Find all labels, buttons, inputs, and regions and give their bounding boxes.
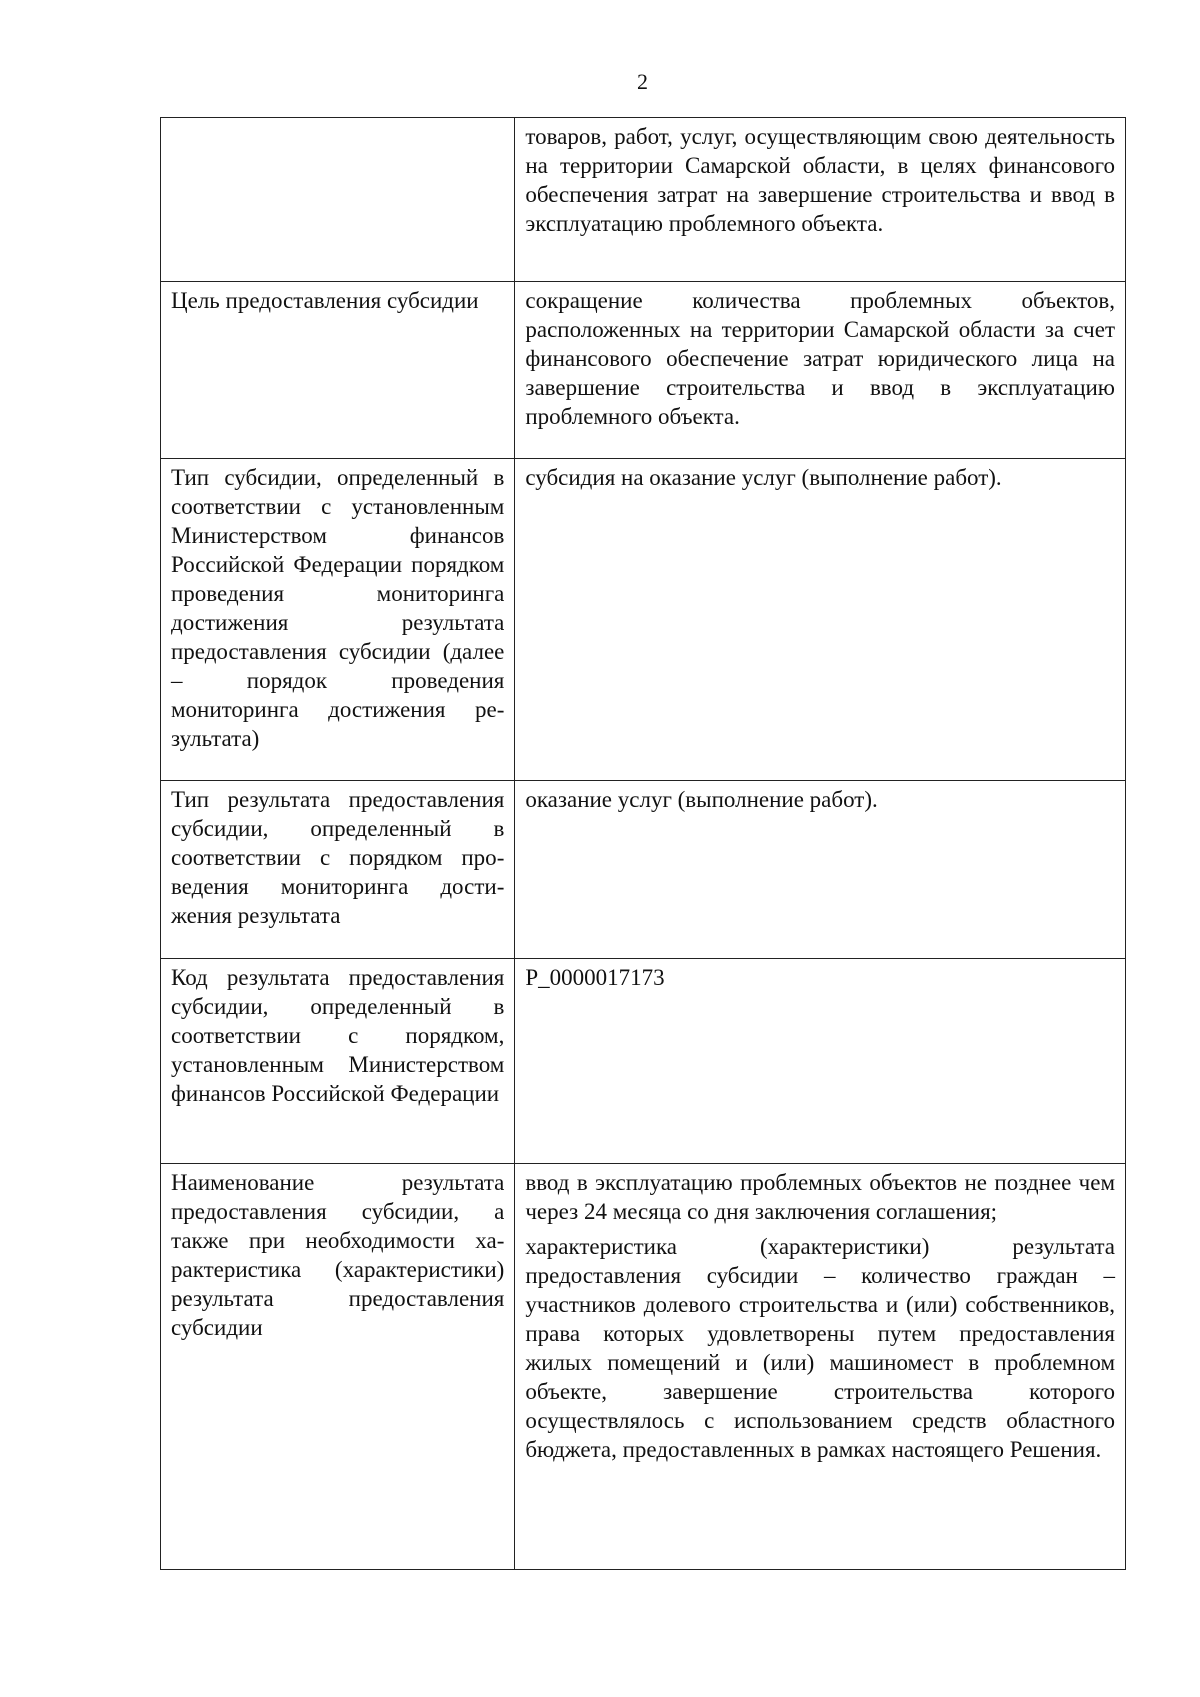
row-value-cell [515, 1164, 1126, 1570]
table-row [161, 118, 1126, 282]
row-value-cell [515, 118, 1126, 282]
row-value-paragraph: сокращение количества проблемных объектов, расположенных на территории Самарской области за счет финансового обеспечение затрат юридического лица на завершение строительства и ввод в эксплуатацию проблемного объекта. [525, 288, 1115, 429]
row-label-cell [161, 118, 515, 282]
row-label-cell: Код результата предоставления субсидии, определенный в соответствии с порядком, установленным Министерством финансов Российской Федерации [161, 959, 515, 1164]
row-value-cell [515, 781, 1126, 959]
table-row [161, 282, 1126, 459]
row-label-cell: Цель предоставления субсидии [161, 282, 515, 459]
table-row [161, 781, 1126, 959]
row-value-paragraph: характеристика (характеристики) результата предоставления субсидии – количество граждан – участников долевого строительства и (или) собственников, права которых удовлетворены путем предоставления жилых помещений и (или) машиномест в проблемном объекте, завершение строительства которого осуществлялось с использованием средств областного бюджета, предоставленных в рамках настоящего Решения. [525, 1234, 1115, 1462]
row-value-cell [515, 459, 1126, 781]
row-label-cell: Наименование результата предоставления субсидии, а также при необходимости характеристика (характеристики) результата предоставления субсидии [161, 1164, 515, 1570]
row-value-cell [515, 959, 1126, 1164]
row-label-cell: Тип результата предоставления субсидии, определенный в соответствии с порядком проведения мониторинга достижения результата [161, 781, 515, 959]
table-row [161, 1164, 1126, 1570]
row-value-paragraph: субсидия на оказание услуг (выполнение работ). [525, 465, 1002, 490]
row-value-paragraph: товаров, работ, услуг, осуществляющим свою деятельность на территории Самарской области, в целях финансового обеспечения затрат на завершение строительства и ввод в эксплуатацию проблемного объекта. [525, 124, 1115, 236]
row-value-cell [515, 282, 1126, 459]
row-value-paragraph: P_0000017173 [525, 965, 665, 990]
row-value-paragraph: ввод в эксплуатацию проблемных объектов не позднее чем через 24 месяца со дня заключения соглашения; [525, 1170, 1115, 1224]
table-row [161, 459, 1126, 781]
page-number: 2 [637, 69, 648, 94]
row-label-cell: Тип субсидии, определенный в соответствии с установленным Министерством финансов Российской Федерации порядком проведения мониторинга достижения результата предоставления субсидии (далее – порядок проведения мониторинга достижения результата) [161, 459, 515, 781]
table-body [161, 118, 1126, 1570]
table-row [161, 959, 1126, 1164]
row-value-paragraph: оказание услуг (выполнение работ). [525, 787, 878, 812]
subsidy-info-table [160, 117, 1126, 1570]
